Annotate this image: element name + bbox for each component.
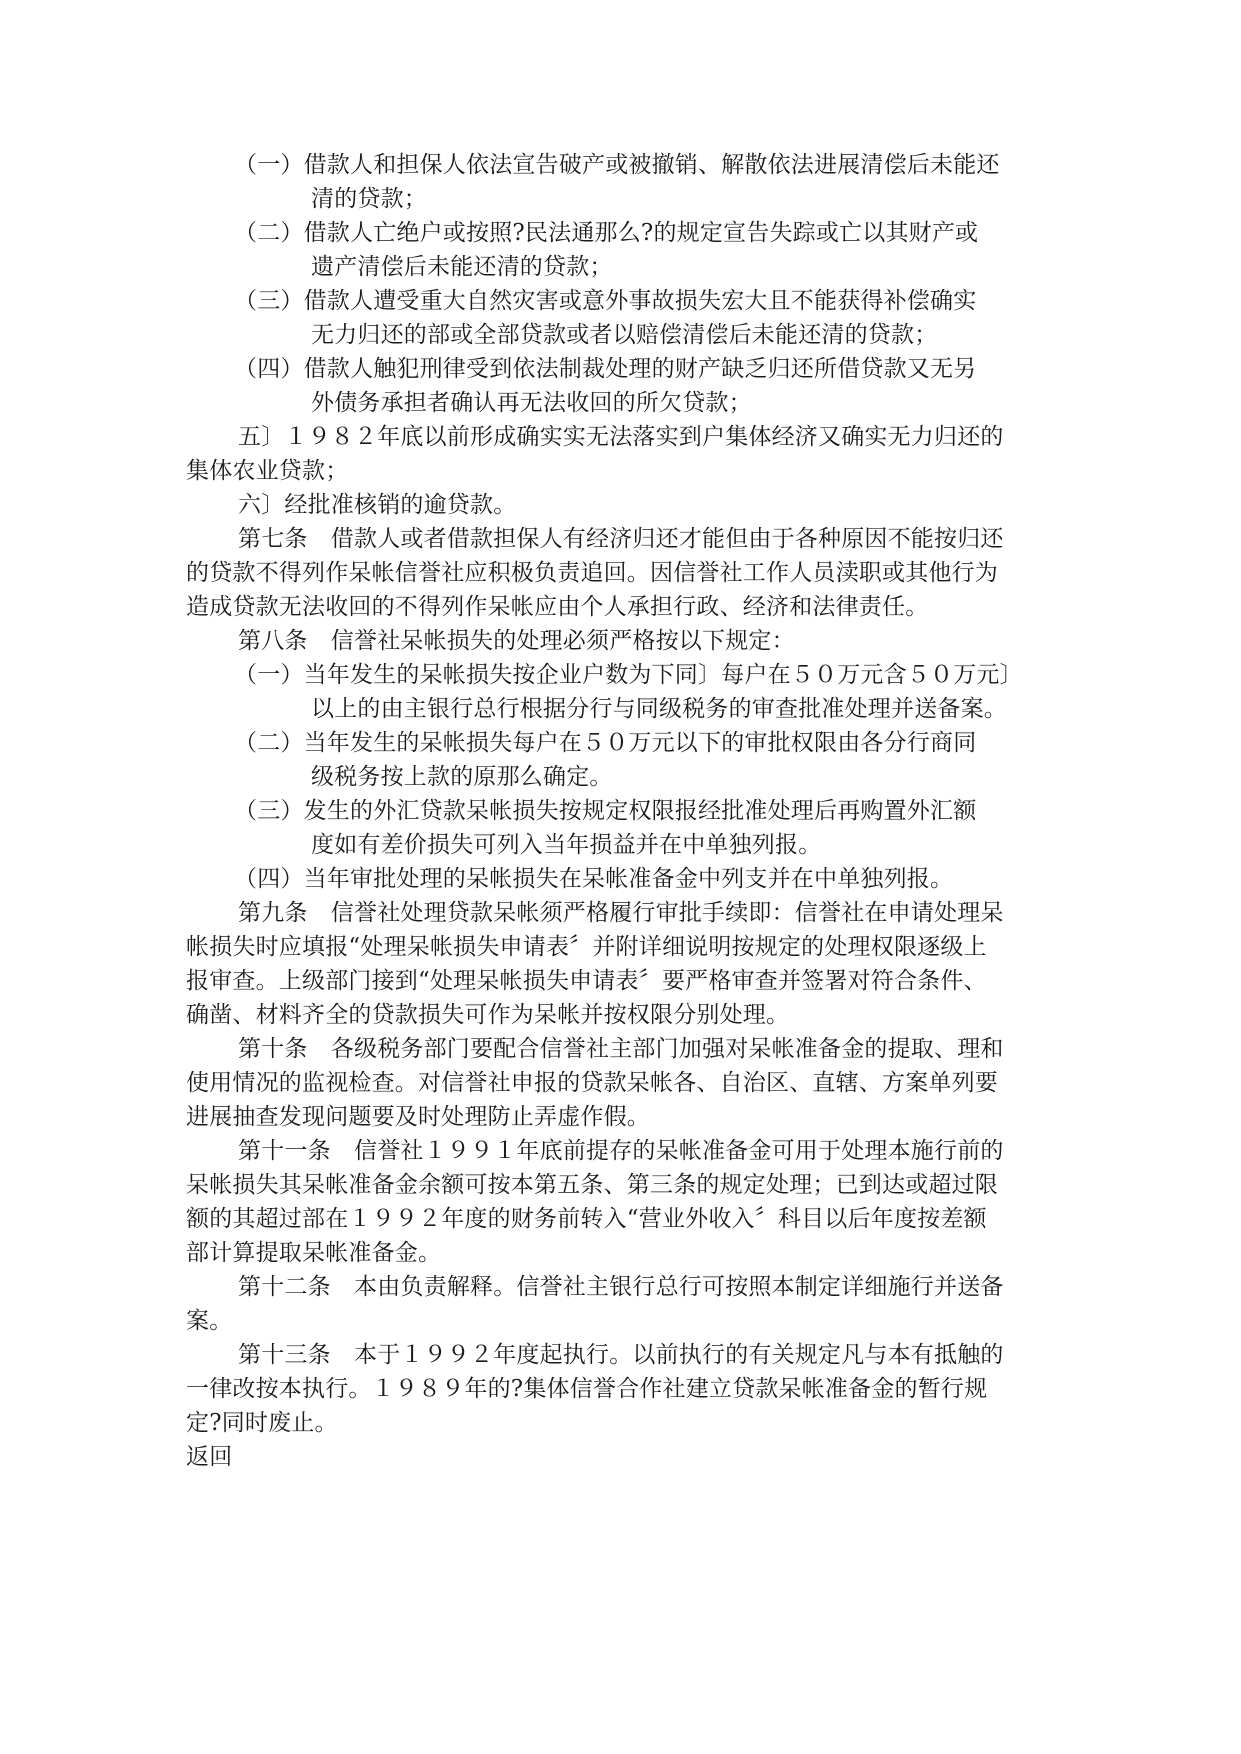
text-line: 第七条 借款人或者借款担保人有经济归还才能但由于各种原因不能按归还 bbox=[238, 526, 1004, 552]
text-line: 案。 bbox=[186, 1308, 233, 1334]
text-line: 部计算提取呆帐准备金。 bbox=[186, 1240, 442, 1266]
return-link[interactable]: 返回 bbox=[186, 1444, 233, 1470]
text-line: 第十条 各级税务部门要配合信誉社主部门加强对呆帐准备金的提取、理和 bbox=[238, 1036, 1004, 1062]
text-line: 造成贷款无法收回的不得列作呆帐应由个人承担行政、经济和法律责任。 bbox=[186, 594, 929, 620]
text-line: 进展抽查发现问题要及时处理防止弄虚作假。 bbox=[186, 1104, 650, 1130]
text-line: 确凿、材料齐全的贷款损失可作为呆帐并按权限分别处理。 bbox=[186, 1002, 790, 1028]
text-line: 第十三条 本于１９９２年度起执行。以前执行的有关规定凡与本有抵触的 bbox=[238, 1342, 1004, 1368]
text-line: （三）发生的外汇贷款呆帐损失按规定权限报经批准处理后再购置外汇额 bbox=[234, 798, 977, 824]
text-line: （一）借款人和担保人依法宣告破产或被撤销、解散依法进展清偿后未能还 bbox=[234, 152, 1000, 178]
text-line: （三）借款人遭受重大自然灾害或意外事故损失宏大且不能获得补偿确实 bbox=[234, 288, 977, 314]
text-line: 级税务按上款的原那么确定。 bbox=[311, 764, 613, 790]
text-line: 额的其超过部在１９９２年度的财务前转入“营业外收入〞科目以后年度按差额 bbox=[186, 1206, 987, 1232]
text-line: 五〕１９８２年底以前形成确实实无法落实到户集体经济又确实无力归还的 bbox=[238, 424, 1004, 450]
text-line: 集体农业贷款； bbox=[186, 458, 349, 484]
text-line: 帐损失时应填报“处理呆帐损失申请表〞并附详细说明按规定的处理权限逐级上 bbox=[186, 934, 987, 960]
text-line: 无力归还的部或全部贷款或者以赔偿清偿后未能还清的贷款； bbox=[311, 322, 938, 348]
text-line: 报审查。上级部门接到“处理呆帐损失申请表〞要严格审查并签署对符合条件、 bbox=[186, 968, 987, 994]
text-line: 清的贷款； bbox=[311, 186, 427, 212]
text-line: 第十一条 信誉社１９９１年底前提存的呆帐准备金可用于处理本施行前的 bbox=[238, 1138, 1004, 1164]
return-row bbox=[186, 1440, 1066, 1474]
text-line: 使用情况的监视检查。对信誉社申报的贷款呆帐各、自治区、直辖、方案单列要 bbox=[186, 1070, 998, 1096]
text-line: （一）当年发生的呆帐损失按企业户数为下同〕每户在５０万元含５０万元〕 bbox=[234, 662, 1023, 688]
text-line: 以上的由主银行总行根据分行与同级税务的审查批准处理并送备案。 bbox=[311, 696, 1007, 722]
document-body bbox=[186, 148, 1066, 1474]
text-line: 第十二条 本由负责解释。信誉社主银行总行可按照本制定详细施行并送备 bbox=[238, 1274, 1004, 1300]
text-line: （四）借款人触犯刑律受到依法制裁处理的财产缺乏归还所借贷款又无另 bbox=[234, 356, 977, 382]
text-line: 一律改按本执行。１９８９年的?集体信誉合作社建立贷款呆帐准备金的暂行规 bbox=[186, 1376, 988, 1402]
text-line: 第九条 信誉社处理贷款呆帐须严格履行审批手续即：信誉社在申请处理呆 bbox=[238, 900, 1004, 926]
text-line: 度如有差价损失可列入当年损益并在中单独列报。 bbox=[311, 832, 822, 858]
text-line: （四）当年审批处理的呆帐损失在呆帐准备金中列支并在中单独列报。 bbox=[234, 866, 954, 892]
text-line: 第八条 信誉社呆帐损失的处理必须严格按以下规定： bbox=[238, 628, 795, 654]
text-line: 的贷款不得列作呆帐信誉社应积极负责追回。因信誉社工作人员渎职或其他行为 bbox=[186, 560, 998, 586]
text-line: 遗产清偿后未能还清的贷款； bbox=[311, 254, 613, 280]
text-line: （二）当年发生的呆帐损失每户在５０万元以下的审批权限由各分行商同 bbox=[234, 730, 977, 756]
text-line: 呆帐损失其呆帐准备金余额可按本第五条、第三条的规定处理；已到达或超过限 bbox=[186, 1172, 998, 1198]
text-line: （二）借款人亡绝户或按照?民法通那么?的规定宣告失踪或亡以其财产或 bbox=[234, 220, 979, 246]
document-text bbox=[186, 148, 1066, 1440]
text-line: 外债务承担者确认再无法收回的所欠贷款； bbox=[311, 390, 752, 416]
text-line: 六〕经批准核销的逾贷款。 bbox=[238, 492, 517, 518]
text-line: 定?同时废止。 bbox=[186, 1410, 338, 1436]
